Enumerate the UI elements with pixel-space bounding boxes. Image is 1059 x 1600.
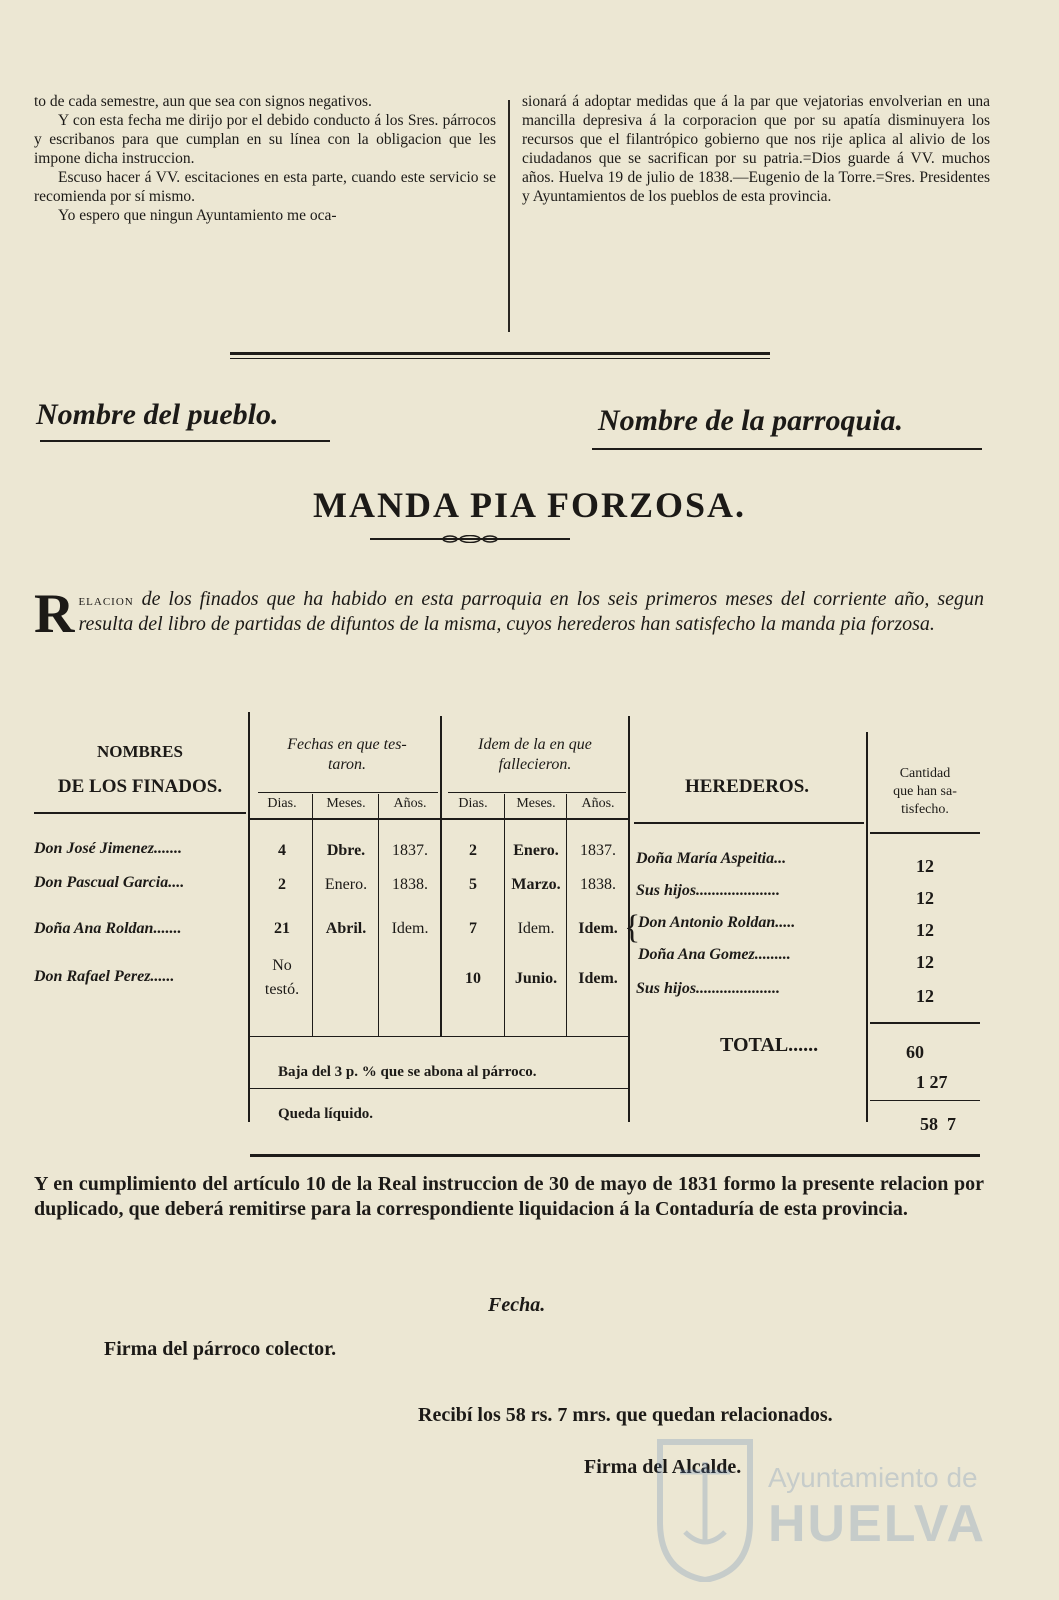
table-rule [870, 1022, 980, 1024]
cantidad-value: 12 [916, 952, 934, 972]
finado-name: Don José Jimenez....... [34, 840, 182, 857]
paragraph: Yo espero que ningun Ayuntamiento me oca- [58, 207, 337, 224]
header-herederos: HEREDEROS. [684, 776, 810, 797]
t-dia: No testó. [264, 957, 300, 998]
header-cantidad: que han sa- [893, 784, 957, 799]
t-dia: 2 [278, 876, 286, 893]
table-rule [34, 812, 246, 814]
t-dia: 21 [274, 920, 290, 937]
t-mes: Dbre. [326, 842, 366, 859]
t-mes: Abril. [325, 920, 367, 937]
firma-alcalde: Firma del Alcalde. [584, 1456, 742, 1478]
liquido-label: Queda líquido. [278, 1106, 374, 1122]
table-rule [634, 822, 864, 824]
f-ano: Idem. [578, 920, 618, 937]
main-heading: MANDA PIA FORZOSA. [312, 485, 747, 525]
finado-name: Doña Ana Roldan....... [34, 920, 182, 937]
table-rule [866, 732, 868, 1122]
header-testaron: Fechas en que tes- [287, 736, 407, 753]
f-mes: Junio. [514, 970, 558, 987]
paragraph: to de cada semestre, aun que sea con signos negativos. [34, 93, 372, 110]
total-label: TOTAL...... [720, 1034, 819, 1056]
fecha-label: Fecha. [488, 1294, 546, 1316]
baja-label: Baja del 3 p. % que se abona al párroco. [278, 1064, 537, 1080]
header-testaron: taron. [327, 756, 367, 773]
field-parroquia: Nombre de la parroquia. [598, 404, 904, 437]
underline [592, 448, 982, 450]
heredero-name: Doña María Aspeitia... [636, 850, 787, 867]
watermark-logo [650, 1432, 1010, 1592]
cantidad-value: 12 [916, 986, 934, 1006]
table-rule [250, 1154, 980, 1157]
relacion-paragraph [34, 583, 984, 645]
paragraph: Y con esta fecha me dirijo por el debido conducto á los Sres. párrocos y escribanos para que cumplan en su línea con la obligacion que les impone dicha instruccion. [34, 112, 496, 167]
table-rule [448, 792, 626, 793]
ornamental-rule [230, 352, 770, 355]
right-column-text [522, 92, 990, 206]
ornamental-rule [230, 358, 770, 359]
underline [40, 440, 330, 442]
t-ano: 1838. [392, 876, 428, 893]
paragraph: sionará á adoptar medidas que á la par que vejatorias envolverian en una mancilla depresiva á la corporacion que por su apatía disminuyera los recursos que el filantrópico gobierno que nos rije aplica al alivio de los ciudadanos que se sacrifican por su patria.=Dios guarde á VV. muchos años. Huelva 19 de julio de 1838.—Eugenio de la Torre.=Sres. Presidentes y Ayuntamientos de los pueblos de esta provincia. [522, 93, 990, 205]
f-ano: Idem. [578, 970, 618, 987]
header-anos: Años. [581, 796, 615, 811]
t-mes: Enero. [324, 876, 368, 893]
f-mes: Idem. [517, 920, 555, 937]
f-dia: 10 [465, 970, 481, 987]
watermark-text: HUELVA [768, 1495, 987, 1553]
header-anos: Años. [393, 796, 427, 811]
heredero-name: Sus hijos..................... [636, 980, 781, 997]
field-pueblo: Nombre del pueblo. [36, 398, 279, 431]
header-meses: Meses. [326, 796, 366, 811]
table-rule [250, 818, 630, 820]
column-divider [508, 100, 510, 332]
finado-name: Don Rafael Perez...... [34, 968, 175, 985]
heredero-name: Sus hijos..................... [636, 882, 781, 899]
header-dias: Dias. [458, 796, 488, 811]
paragraph: Escuso hacer á VV. escitaciones en esta parte, cuando este servicio se recomienda por sí mismo. [34, 169, 496, 205]
watermark-text: Ayuntamiento de [768, 1462, 978, 1493]
f-dia: 2 [469, 842, 477, 859]
header-fallecieron: Idem de la en que [478, 736, 592, 753]
header-nombres: DE LOS FINADOS. [57, 776, 223, 797]
table-rule [250, 1036, 628, 1037]
left-column-text [34, 92, 496, 225]
t-ano: Idem. [391, 920, 429, 937]
shield-icon [650, 1432, 760, 1582]
f-dia: 5 [469, 876, 477, 893]
baja-value: 1 27 [916, 1072, 948, 1092]
table-rule [870, 1100, 980, 1101]
table-rule [566, 794, 567, 1036]
relacion-text: de los finados que ha habido en esta parroquia en los seis primeros meses del corriente año, segun resulta del libro de partidas de difuntos de la misma, cuyos herederos han satisfecho la manda pia forzosa. [78, 588, 984, 635]
f-ano: 1838. [580, 876, 616, 893]
closing-paragraph: Y en cumplimiento del artículo 10 de la Real instruccion de 30 de mayo de 1831 formo la presente relacion por duplicado, que deberá remitirse para la correspondiente liquidacion á la Contaduría de esta provincia. [34, 1173, 984, 1220]
table-rule [250, 1088, 628, 1089]
table-rule [504, 794, 505, 1036]
f-mes: Enero. [513, 842, 559, 859]
t-dia: 4 [278, 842, 286, 859]
f-dia: 7 [469, 920, 477, 937]
firma-parroco: Firma del párroco colector. [104, 1338, 337, 1360]
brace: { [624, 909, 641, 946]
f-ano: 1837. [580, 842, 616, 859]
table-rule [378, 794, 379, 1036]
recibi-line: Recibí los 58 rs. 7 mrs. que quedan relacionados. [418, 1404, 833, 1426]
header-dias: Dias. [267, 796, 297, 811]
t-ano: 1837. [392, 842, 428, 859]
header-nombres: NOMBRES [97, 742, 183, 761]
cantidad-value: 12 [916, 856, 934, 876]
header-cantidad: tisfecho. [901, 802, 949, 817]
header-fallecieron: fallecieron. [498, 756, 572, 773]
heredero-name: Doña Ana Gomez......... [638, 946, 791, 963]
smallcaps-word: elacion [78, 593, 134, 609]
table-rule [870, 832, 980, 834]
liquido-value: 58 7 [920, 1114, 956, 1134]
header-meses: Meses. [516, 796, 556, 811]
table-rule [312, 794, 313, 1036]
total-value: 60 [906, 1042, 924, 1062]
header-cantidad: Cantidad [899, 766, 951, 781]
heading-ornament [370, 535, 570, 543]
drop-cap: R [34, 583, 75, 645]
heredero-name: Don Antonio Roldan..... [638, 914, 796, 931]
finado-name: Don Pascual Garcia.... [34, 874, 185, 891]
table-rule [248, 712, 250, 1122]
table-rule [258, 792, 438, 793]
f-mes: Marzo. [511, 876, 561, 893]
cantidad-value: 12 [916, 888, 934, 908]
cantidad-value: 12 [916, 920, 934, 940]
